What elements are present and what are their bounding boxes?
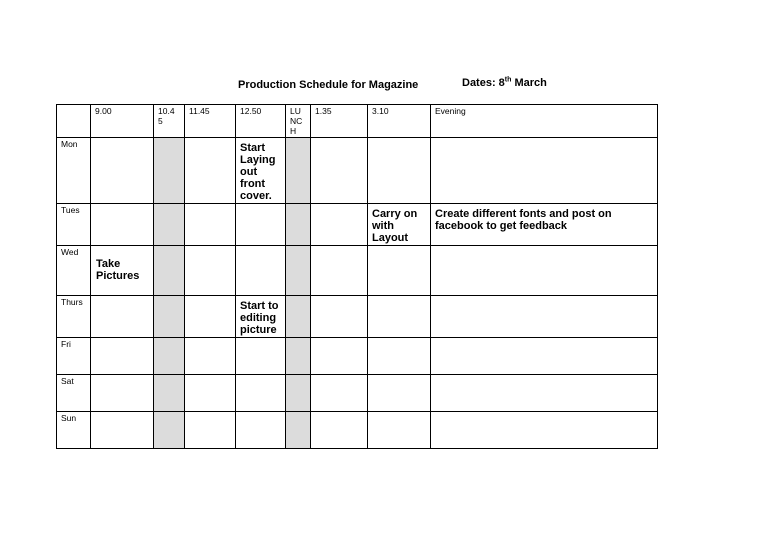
dates-label [462,77,547,89]
schedule-cell [154,246,185,296]
schedule-cell [368,296,431,338]
schedule-cell [154,412,185,449]
schedule-cell [431,296,658,338]
dates-suffix: March [511,77,547,89]
schedule-cell [154,138,185,204]
header-cell-time: 11.45 [185,105,236,138]
task-text: Carry on with Layout [372,208,418,244]
schedule-cell [154,338,185,375]
schedule-cell [368,138,431,204]
schedule-cell [185,296,236,338]
schedule-cell [185,204,236,246]
schedule-cell [236,204,286,246]
schedule-cell [431,338,658,375]
schedule-cell [91,338,154,375]
schedule-cell [368,338,431,375]
schedule-cell [286,375,311,412]
header-cell-lunch: LU NC H [286,105,311,138]
day-cell: Sun [57,412,91,449]
schedule-cell [286,412,311,449]
schedule-cell [154,204,185,246]
schedule-cell [368,246,431,296]
table-row [57,338,658,375]
schedule-cell [185,138,236,204]
schedule-table [56,104,658,449]
day-cell: Fri [57,338,91,375]
schedule-cell [185,375,236,412]
schedule-cell [311,412,368,449]
task-text: Start to editing picture [240,300,279,336]
dates-prefix: Dates: 8 [462,77,505,89]
schedule-cell [431,204,658,246]
schedule-cell [236,412,286,449]
schedule-cell [91,375,154,412]
schedule-cell [185,246,236,296]
task-text: Create different fonts and post on facebook to get feedback [435,208,612,232]
schedule-cell [286,338,311,375]
task-text: Take Pictures [96,258,140,282]
day-cell: Thurs [57,296,91,338]
schedule-cell [368,375,431,412]
table-row [57,204,658,246]
schedule-cell [431,375,658,412]
schedule-cell [286,296,311,338]
header-cell-time: 1.35 [311,105,368,138]
schedule-cell [286,138,311,204]
schedule-cell [154,375,185,412]
header-cell-time: 9.00 [91,105,154,138]
table-row [57,138,658,204]
day-cell: Tues [57,204,91,246]
task-text: Start Laying out front cover. [240,142,276,202]
schedule-cell [185,338,236,375]
header-cell-time: 12.50 [236,105,286,138]
schedule-cell [286,204,311,246]
schedule-cell [185,412,236,449]
schedule-cell [91,296,154,338]
page-title: Production Schedule for Magazine [238,79,419,91]
schedule-cell [236,246,286,296]
header-cell-evening: Evening [431,105,658,138]
table-row [57,296,658,338]
schedule-cell [286,246,311,296]
schedule-cell [431,412,658,449]
schedule-cell [236,296,286,338]
schedule-cell [236,338,286,375]
header-row [57,105,658,138]
header-cell-time: 3.10 [368,105,431,138]
day-cell: Sat [57,375,91,412]
schedule-cell [236,138,286,204]
schedule-cell [311,375,368,412]
schedule-cell [311,246,368,296]
schedule-cell [311,338,368,375]
schedule-cell [91,246,154,296]
schedule-cell [368,412,431,449]
table-row [57,412,658,449]
day-cell: Wed [57,246,91,296]
schedule-cell [91,204,154,246]
schedule-cell [91,138,154,204]
schedule-cell [311,204,368,246]
table-row [57,246,658,296]
header-cell-time: 10.4 5 [154,105,185,138]
schedule-cell [311,296,368,338]
dates-superscript: th [504,76,512,84]
schedule-cell [431,246,658,296]
schedule-cell [368,204,431,246]
day-cell: Mon [57,138,91,204]
schedule-cell [431,138,658,204]
schedule-cell [311,138,368,204]
header-cell-corner [57,105,91,138]
schedule-cell [236,375,286,412]
schedule-cell [91,412,154,449]
schedule-cell [154,296,185,338]
table-row [57,375,658,412]
